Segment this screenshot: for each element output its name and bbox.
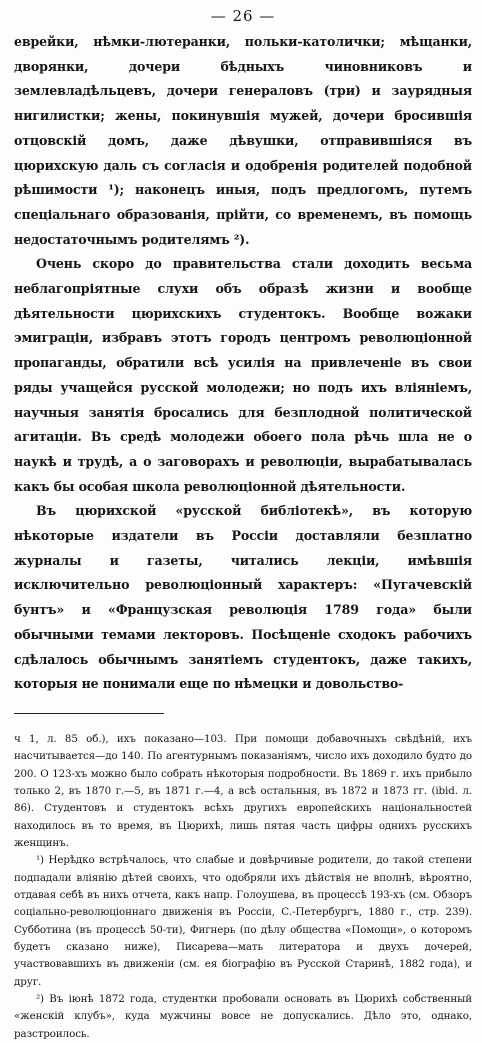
main-text: [14, 30, 472, 697]
footnotes: [14, 731, 472, 1043]
footnote-separator: [14, 713, 164, 714]
page-number: — 26 —: [210, 7, 276, 25]
paragraph: еврейки, нѣмки-лютеранки, польки-католички; мѣщанки, дворянки, дочери бѣдныхъ чиновниковъ и землевладѣльцевъ, дочери генераловъ (три) и заурядныя нигилистки; жены, покинувшія мужей, дочери бросившія отцовскій домъ, даже дѣвушки, отправившіяся въ цюрихскую даль съ согласія и одобренія родителей подобной рѣшимости ¹); наконецъ иныя, подъ предлогомъ, путемъ спеціальнаго образованія, прійти, со временемъ, въ помощь недостаточнымъ родителямъ ²).: [14, 34, 472, 247]
document-page: [14, 4, 472, 1043]
footnote-continuation: ч 1, л. 85 об.), ихъ показано—103. При помощи добавочныхъ свѣдѣній, ихъ насчитывается—до 140. По агентурнымъ показаніямъ, число ихъ доходило будто до 200. О 123-хъ можно было собрать нѣкоторыя подробности. Въ 1869 г. ихъ прибыло только 2, въ 1870 г.—5, въ 1871 г.—4, а всѣ остальныя, въ 1872 и 1873 гг. (ibid. л. 86). Студентовъ и студентокъ всѣхъ другихъ европейскихъ національностей находилось въ то время, въ Цюрихѣ, лишь пятая часть цифры однихъ русскихъ женщинъ.: [14, 732, 472, 850]
paragraph: Въ цюрихской «русской библіотекѣ», въ которую нѣкоторые издатели въ Россіи доставляли безплатно журналы и газеты, читались лекціи, имѣвшія исключительно революціонный характеръ: «Пугачевскій бунтъ» и «Французская революція 1789 года» были обычными темами лекторовъ. Посѣщеніе сходокъ рабочихъ сдѣлалось обычнымъ занятіемъ студентокъ, даже такихъ, которыя не понимали еще по нѣмецки и довольство-: [14, 503, 472, 692]
footnote-1: ¹) Нерѣдко встрѣчалось, что слабые и довѣрчивые родители, до такой степени подпадали вліянію дѣтей своихъ, что одобряли ихъ дѣйствія не вполнѣ, вѣроятно, отдавая себѣ въ нихъ отчета, какъ напр. Голоушева, въ процессѣ 193-хъ (см. Обзоръ соціально-революціоннаго движенія въ Россіи, С.-Петербургъ, 1880 г., стр. 239). Субботина (въ процессѣ 50-ти), Фигнерь (по дѣлу общества «Помощи», о которомъ будетъ сказано ниже), Писарева—мать литератора и двухъ дочерей, участвовавшихъ въ движеніи (см. ея біографію въ Русской Старинѣ, 1882 года), и друг.: [14, 854, 472, 988]
footnote-2: ²) Въ іюнѣ 1872 года, студентки пробовали основать въ Цюрихѣ собственный «женскій клубъ», куда мужчины вовсе не допускались. Дѣло это, однако, разстроилось.: [14, 993, 472, 1040]
paragraph: Очень скоро до правительства стали доходить весьма неблагопріятные слухи объ образѣ жизни и вообще дѣятельности цюрихскихъ студентокъ. Вообще вожаки эмиграціи, избравъ этотъ городъ центромъ революціонной пропаганды, обратили всѣ усилія на привлеченіе въ свои ряды учащейся русской молодежи; но подъ ихъ вліяніемъ, научныя занятія бросались для безплодной политической агитаціи. Въ средѣ молодежи обоего пола рѣчь шла не о наукѣ и трудѣ, а о заговорахъ и революціи, вырабатывалась какъ бы особая школа революціонной дѣятельности.: [14, 256, 472, 494]
